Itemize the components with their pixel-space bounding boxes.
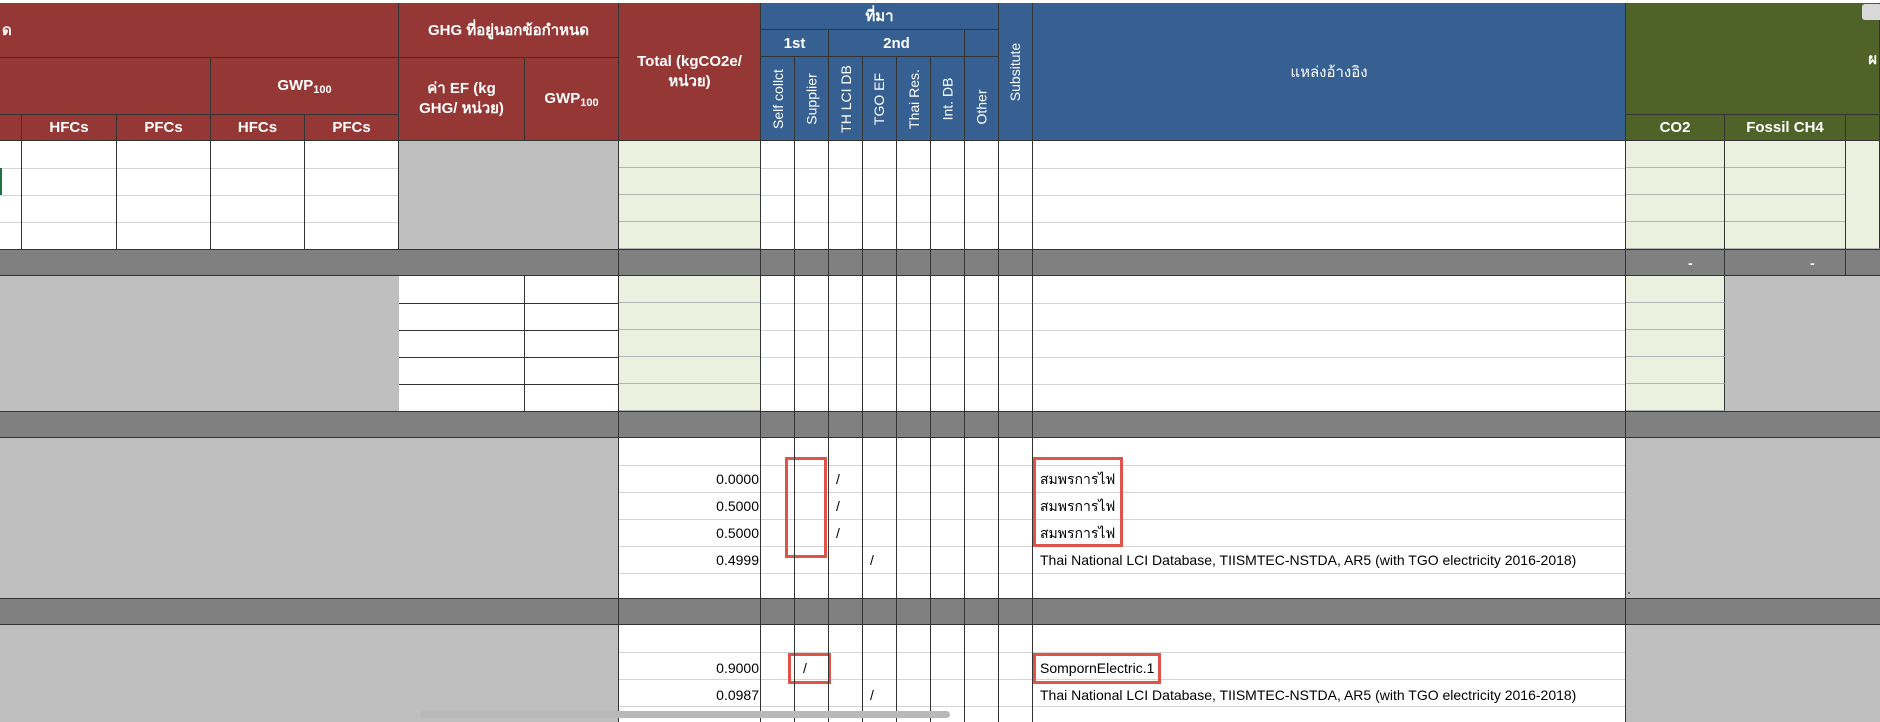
supplier-mark[interactable]: / <box>836 498 840 514</box>
section1-total-cell[interactable] <box>619 195 761 222</box>
header-gwp100-left: $GWP_{100}$ <box>211 58 399 115</box>
co2-dash: - <box>1688 255 1693 271</box>
header-fossil-ch4: Fossil CH4 <box>1725 115 1846 141</box>
section2-co2-cell[interactable] <box>1626 384 1725 411</box>
total-value[interactable]: 0.5000 <box>716 525 759 541</box>
col-border <box>618 141 619 722</box>
section2-co2-cell[interactable] <box>1626 357 1725 384</box>
total-value[interactable]: 0.0987 <box>716 687 759 703</box>
header-reference: แหล่งอ้างอิง <box>1033 3 1626 141</box>
header-olive-corner <box>1862 4 1880 20</box>
col-border <box>1625 141 1626 722</box>
header-2nd: 2nd <box>829 30 965 57</box>
ch4-dash: - <box>1810 255 1815 271</box>
section2-co2-cell[interactable] <box>1626 330 1725 357</box>
header-blank-left <box>0 58 211 115</box>
header-other: Other <box>965 57 999 141</box>
gridline <box>761 168 1626 169</box>
col-border <box>210 141 211 249</box>
reference-text[interactable]: Thai National LCI Database, TIISMTEC-NSTDA, AR5 (with TGO electricity 2016-2018) <box>1040 687 1577 703</box>
col-border <box>896 141 897 722</box>
gridline <box>399 384 619 385</box>
section1-ef-gray <box>399 141 619 249</box>
selected-cell-edge <box>0 168 2 195</box>
cell-dot <box>1628 592 1630 594</box>
supplier-mark[interactable]: / <box>836 525 840 541</box>
reference-highlight-box <box>1033 457 1123 547</box>
gridline <box>399 330 619 331</box>
reference-highlight-box <box>1033 653 1161 684</box>
total-value[interactable]: 0.4999 <box>716 552 759 568</box>
header-tgo-ef: TGO EF <box>863 57 897 141</box>
section-divider-3 <box>0 598 1880 625</box>
reference-text[interactable]: Thai National LCI Database, TIISMTEC-NSTDA, AR5 (with TGO electricity 2016-2018) <box>1040 552 1577 568</box>
section4-right-gray <box>1626 625 1880 722</box>
section1-co2-cell[interactable] <box>1626 141 1725 168</box>
section1-co2-cell[interactable] <box>1626 222 1725 249</box>
section1-ch4-cell[interactable] <box>1725 195 1846 222</box>
header-other-top <box>965 30 999 57</box>
header-th-lci-db: TH LCI DB <box>829 57 863 141</box>
gridline <box>761 357 1626 358</box>
col-border <box>304 141 305 249</box>
header-self-collect: Self collct <box>761 57 795 141</box>
reference-text[interactable]: สมพรการไฟ <box>1040 471 1116 487</box>
col-border <box>1724 141 1725 276</box>
gridline <box>761 195 1626 196</box>
section2-co2-cell[interactable] <box>1626 303 1725 330</box>
gridline <box>761 384 1626 385</box>
col-border <box>116 141 117 249</box>
header-olive-cut <box>1846 115 1880 141</box>
col-border <box>1032 141 1033 722</box>
header-supplier: Supplier <box>795 57 829 141</box>
total-value[interactable]: 0.9000 <box>716 660 759 676</box>
gridline <box>761 222 1626 223</box>
horizontal-scrollbar[interactable] <box>420 711 950 718</box>
header-substitute: Subsitute <box>999 3 1033 141</box>
header-pfcs-2: PFCs <box>305 115 399 141</box>
col-border <box>930 141 931 722</box>
col-border <box>794 141 795 722</box>
section1-total-cell[interactable] <box>619 141 761 168</box>
section1-total-cell[interactable] <box>619 168 761 195</box>
header-ghg-outside: GHG ที่อยู่นอกข้อกำหนด <box>399 3 619 58</box>
section1-ch4-cell[interactable] <box>1725 168 1846 195</box>
header-thai-res: Thai Res. <box>897 57 931 141</box>
gridline <box>0 195 399 196</box>
section4-left-gray <box>0 625 619 722</box>
header-co2: CO2 <box>1626 115 1725 141</box>
section1-co2-cell[interactable] <box>1626 195 1725 222</box>
gridline <box>0 222 399 223</box>
header-hfcs-2: HFCs <box>211 115 305 141</box>
header-hfcs-1: HFCs <box>22 115 117 141</box>
supplier-mark[interactable]: / <box>836 471 840 487</box>
col-border <box>1845 141 1846 276</box>
section2-left-gray <box>0 276 399 411</box>
gridline <box>619 573 1626 574</box>
section2-total-cell[interactable] <box>619 384 761 411</box>
section-divider-2 <box>0 411 1880 438</box>
section3-right-gray <box>1626 438 1880 598</box>
header-total: Total (kgCO2e/หน่วย) <box>619 3 761 141</box>
section2-total-cell[interactable] <box>619 276 761 303</box>
col-border <box>964 141 965 722</box>
header-pfcs-1: PFCs <box>117 115 211 141</box>
header-source: ที่มา <box>761 3 999 30</box>
section1-ch4-cell[interactable] <box>1725 222 1846 249</box>
section2-total-cell[interactable] <box>619 357 761 384</box>
gridline <box>399 303 619 304</box>
total-value[interactable]: 0.0000 <box>716 471 759 487</box>
header-cut-left: ด <box>0 3 399 58</box>
section2-total-cell[interactable] <box>619 303 761 330</box>
reference-text[interactable]: SompornElectric.1 <box>1040 660 1155 676</box>
gridline <box>0 168 399 169</box>
section1-co2-cell[interactable] <box>1626 168 1725 195</box>
reference-text[interactable]: สมพรการไฟ <box>1040 498 1116 514</box>
col-border <box>828 141 829 722</box>
section1-ch4-cell[interactable] <box>1725 141 1846 168</box>
section1-right-cell[interactable] <box>1846 141 1880 249</box>
section1-total-cell[interactable] <box>619 222 761 249</box>
section-divider-1 <box>0 249 1880 276</box>
header-gwp100-right: $GWP_{100}$ <box>525 58 619 141</box>
header-ef-label: ค่า EF (kg GHG/ หน่วย) <box>399 58 525 141</box>
col-border <box>21 141 22 249</box>
section2-total-cell[interactable] <box>619 330 761 357</box>
col-border <box>760 141 761 722</box>
col-border <box>398 141 399 249</box>
header-col-cut <box>0 115 22 141</box>
header-int-db: Int. DB <box>931 57 965 141</box>
section3-left-gray <box>0 438 619 598</box>
supplier-mark[interactable]: / <box>803 660 807 676</box>
reference-text[interactable]: สมพรการไฟ <box>1040 525 1116 541</box>
supplier-highlight-box <box>785 457 827 558</box>
tgo-ef-mark[interactable]: / <box>870 552 874 568</box>
col-border <box>862 141 863 722</box>
total-value[interactable]: 0.5000 <box>716 498 759 514</box>
gridline <box>399 357 619 358</box>
header-1st: 1st <box>761 30 829 57</box>
col-border <box>524 276 525 411</box>
col-border <box>998 141 999 722</box>
header-olive-block: ผ <box>1626 3 1880 115</box>
section2-co2-cell[interactable] <box>1626 276 1725 303</box>
section2-right-gray <box>1725 276 1880 411</box>
gridline <box>761 303 1626 304</box>
tgo-ef-mark[interactable]: / <box>870 687 874 703</box>
gridline <box>761 330 1626 331</box>
